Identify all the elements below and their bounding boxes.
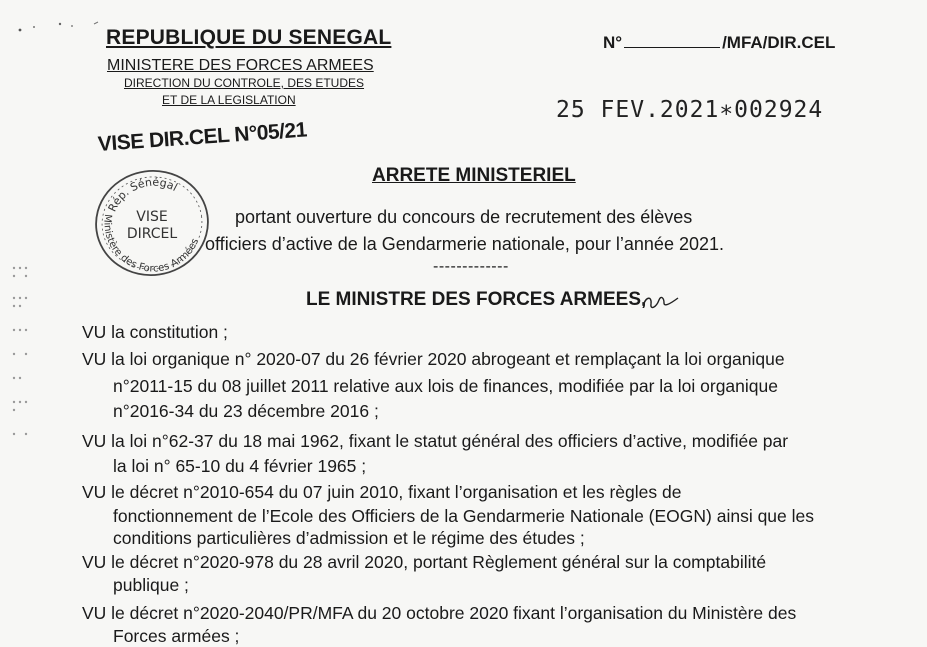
direction-heading: DIRECTION DU CONTROLE, DES ETUDES	[124, 76, 365, 90]
visa-line: publique ;	[113, 575, 189, 595]
visa-line: n°2016-34 du 23 décembre 2016 ;	[113, 401, 379, 421]
reference-prefix: N°	[603, 33, 623, 52]
seal-center-line2: DIRCEL	[126, 226, 178, 242]
reference-blank-line	[624, 33, 720, 48]
handwritten-paraph	[640, 286, 682, 312]
seal-center-line1: VISE	[136, 209, 168, 225]
visa-line: VU la loi organique n° 2020-07 du 26 février 2020 abrogeant et remplaçant la loi organique	[82, 349, 785, 369]
visa-line: VU la loi n°62-37 du 18 mai 1962, fixant le statut général des officiers d’active, modifiée par	[82, 431, 789, 451]
margin-scan-dots	[6, 262, 36, 462]
visa-line: VU le décret n°2020-2040/PR/MFA du 20 octobre 2020 fixant l’organisation du Ministère des	[82, 603, 797, 623]
decree-subtitle-line2: officiers d’active de la Gendarmerie nationale, pour l’année 2021.	[205, 234, 724, 254]
visa-line: VU le décret n°2010-654 du 07 juin 2010, fixant l’organisation et les règles de	[82, 482, 682, 502]
decree-title: ARRETE MINISTERIEL	[372, 165, 576, 186]
reference-number	[603, 33, 835, 53]
visa-line: n°2011-15 du 08 juillet 2011 relative aux lois de finances, modifiée par la loi organique	[113, 376, 778, 396]
seal-ring-bottom: Ministère des Forces Armées	[101, 213, 202, 275]
decree-subtitle-line1: portant ouverture du concours de recrutement des élèves	[235, 207, 693, 227]
reference-suffix: /MFA/DIR.CEL	[722, 33, 836, 52]
vise-annotation: VISE DIR.CEL N°05/21	[97, 118, 308, 156]
ministry-heading: MINISTERE DES FORCES ARMEES	[107, 57, 374, 74]
visa-line: conditions particulières d’admission et le régime des études ;	[113, 528, 585, 548]
date-stamp: 25 FEV.2021∗002924	[556, 97, 824, 123]
visa-line: VU la constitution ;	[82, 322, 228, 342]
official-seal-stamp	[88, 163, 216, 281]
republic-heading: REPUBLIQUE DU SENEGAL	[106, 26, 392, 49]
title-separator: -------------	[433, 258, 509, 275]
seal-ring-top: Rép. Sénégal	[105, 175, 180, 214]
direction-heading-cont: ET DE LA LEGISLATION	[162, 93, 296, 107]
visa-line: fonctionnement de l’Ecole des Officiers de la Gendarmerie Nationale (EOGN) ainsi que les	[113, 506, 814, 526]
visa-line: VU le décret n°2020-978 du 28 avril 2020, portant Règlement général sur la comptabilité	[82, 552, 767, 572]
visa-line: Forces armées ;	[113, 626, 240, 646]
visa-line: la loi n° 65-10 du 4 février 1965 ;	[113, 456, 367, 476]
minister-heading: LE MINISTRE DES FORCES ARMEES,	[306, 289, 647, 310]
